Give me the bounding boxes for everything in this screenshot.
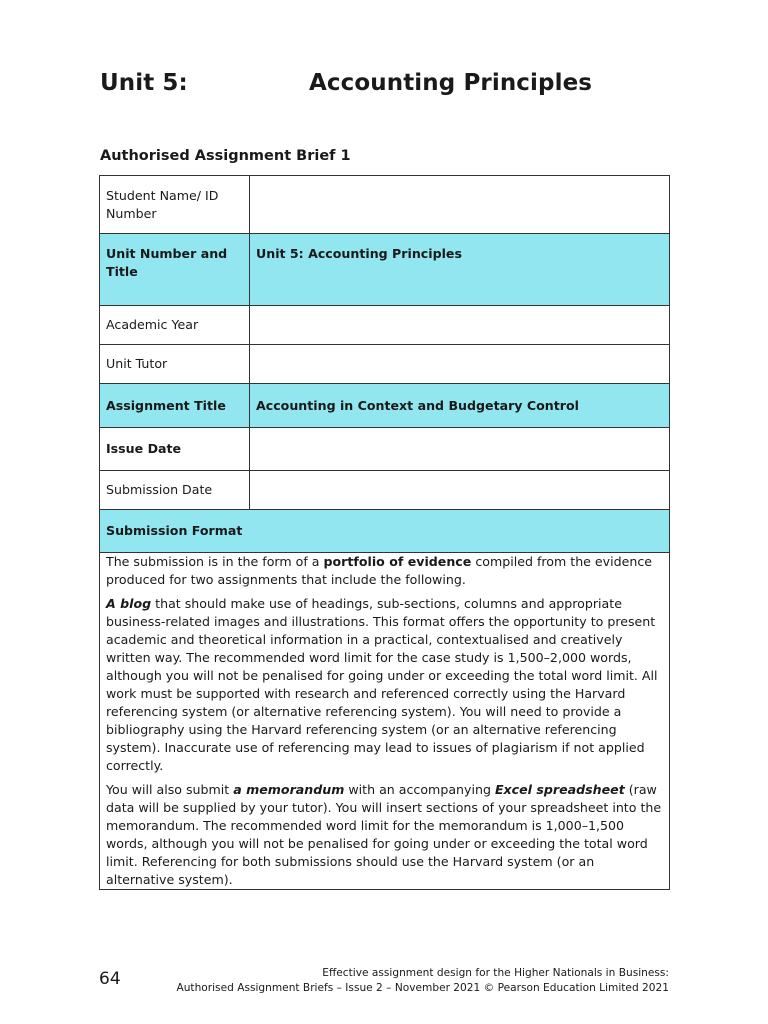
assignment-title-label: Assignment Title <box>100 384 250 428</box>
row-assignment-title <box>100 384 670 428</box>
paragraph-blog <box>106 595 663 775</box>
issue-date-value <box>250 428 670 471</box>
row-academic-year <box>100 306 670 345</box>
submission-format-heading: Submission Format <box>100 510 670 553</box>
row-submission-format <box>100 510 670 553</box>
submission-format-body <box>100 553 670 890</box>
row-unit-tutor <box>100 345 670 384</box>
row-submission-date <box>100 471 670 510</box>
brief-subtitle: Authorised Assignment Brief 1 <box>100 148 351 164</box>
assignment-title-value: Accounting in Context and Budgetary Control <box>250 384 670 428</box>
row-unit-number <box>100 234 670 306</box>
para3-mid: with an accompanying <box>344 782 495 797</box>
academic-year-label: Academic Year <box>100 306 250 345</box>
footer-line-2: Authorised Assignment Briefs – Issue 2 – November 2021 © Pearson Education Limited 2021 <box>176 982 669 994</box>
submission-date-label: Submission Date <box>100 471 250 510</box>
para3-bold-italic-1: a memorandum <box>233 782 345 797</box>
para1-bold: portfolio of evidence <box>323 554 472 569</box>
academic-year-value <box>250 306 670 345</box>
unit-number-value: Unit 5: Accounting Principles <box>250 234 670 306</box>
para3-post: (raw data will be supplied by your tutor). You will insert sections of your spreadsheet into the memorandum. The recommended word limit for the memorandum is 1,000–1,500 words, although you will not be penalised for going under or exceeding the total word limit. Referencing for both submissions should use the Harvard system (or an alternative system). <box>106 782 662 887</box>
unit-name: Accounting Principles <box>309 70 593 96</box>
unit-number-label: Unit Number and Title <box>100 234 250 306</box>
unit-tutor-value <box>250 345 670 384</box>
para1-pre: The submission is in the form of a <box>106 554 324 569</box>
unit-label: Unit 5: <box>100 70 188 96</box>
row-issue-date <box>100 428 670 471</box>
student-name-value <box>250 176 670 234</box>
student-name-label: Student Name/ ID Number <box>100 176 250 234</box>
page-number: 64 <box>99 969 121 989</box>
submission-date-value <box>250 471 670 510</box>
para2-bold-italic: A blog <box>106 596 152 611</box>
assignment-brief-table <box>99 175 670 890</box>
paragraph-portfolio <box>106 553 663 589</box>
para1-post: compiled from the evidence produced for two assignments that include the following. <box>106 554 653 587</box>
row-student-name <box>100 176 670 234</box>
footer-text <box>176 966 669 996</box>
issue-date-label: Issue Date <box>100 428 250 471</box>
row-submission-body <box>100 553 670 890</box>
para3-bold-italic-2: Excel spreadsheet <box>494 782 625 797</box>
para3-pre: You will also submit <box>106 782 234 797</box>
footer-line-1: Effective assignment design for the Higher Nationals in Business: <box>322 967 669 979</box>
para2-post: that should make use of headings, sub-sections, columns and appropriate business-related images and illustrations. This format offers the opportunity to present academic and theoretical information in a practical, contextualised and creatively written way. The recommended word limit for the case study is 1,500–2,000 words, although you will not be penalised for going under or exceeding the total word limit. All work must be supported with research and referenced correctly using the Harvard referencing system (or alternative referencing system). You will need to provide a bibliography using the Harvard referencing system (or an alternative referencing system). Inaccurate use of referencing may lead to issues of plagiarism if not applied correctly. <box>106 596 658 773</box>
unit-tutor-label: Unit Tutor <box>100 345 250 384</box>
paragraph-memorandum <box>106 781 663 889</box>
